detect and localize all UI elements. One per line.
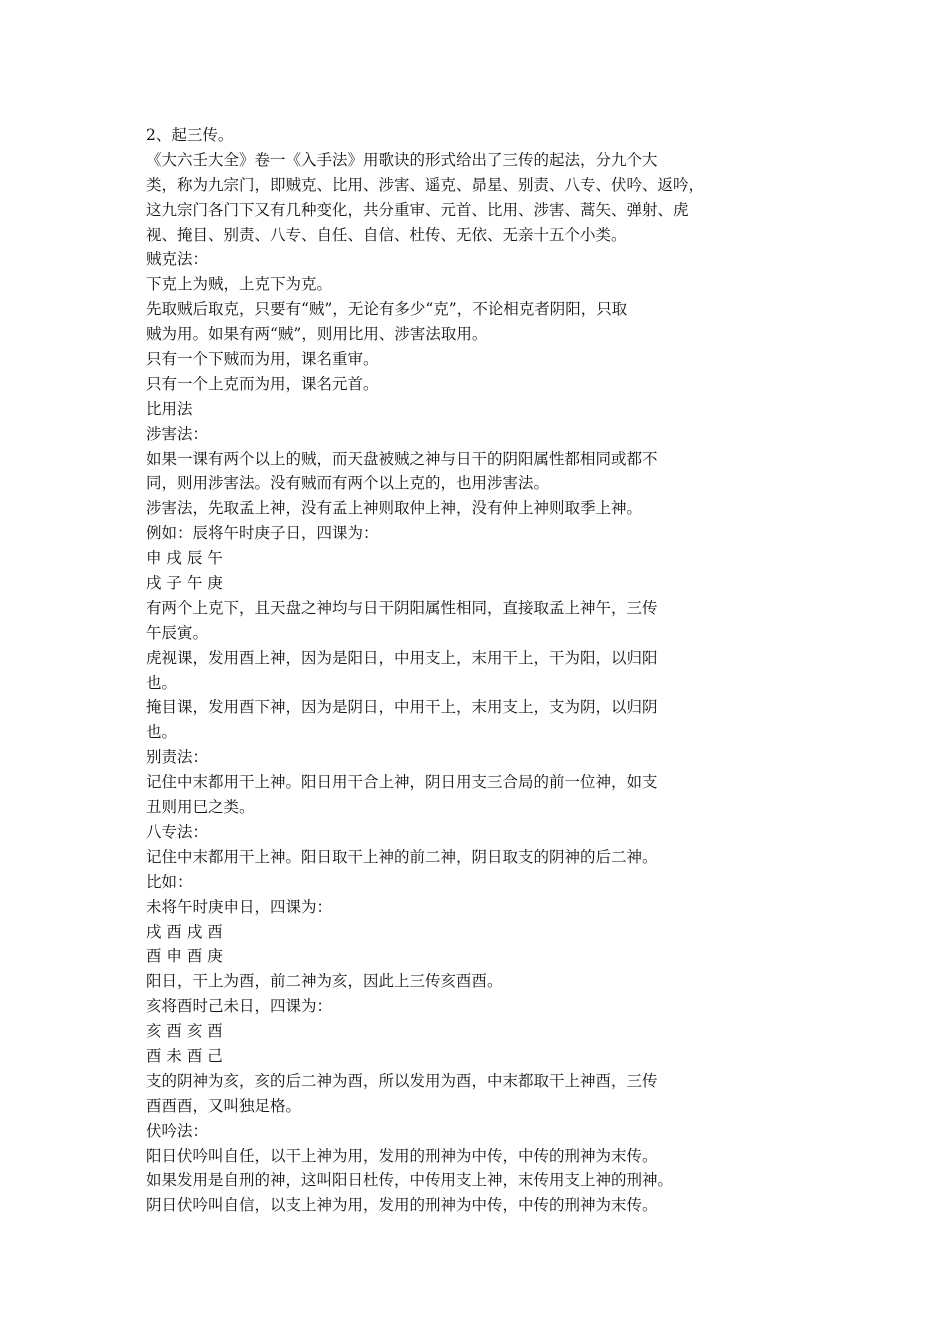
section-heading: 八专法： [146, 822, 209, 841]
text-line: 亥将酉时己未日，四课为： [146, 997, 333, 1016]
text-line: 类，称为九宗门，即贼克、比用、涉害、遥克、昴星、别责、八专、伏吟、返吟， [146, 175, 705, 194]
section-heading: 比用法 [146, 399, 193, 418]
text-line: 记住中末都用干上神。阳日用干合上神，阴日用支三合局的前一位神，如支 [146, 773, 658, 792]
text-line: 如果发用是自刑的神，这叫阳日杜传，中传用支上神，末传用支上神的刑神。 [146, 1171, 674, 1190]
text-line: 戌 酉 戌 酉 [146, 922, 223, 941]
text-line: 亥 酉 亥 酉 [146, 1022, 223, 1041]
text-line: 酉酉酉，又叫独足格。 [146, 1096, 302, 1115]
section-heading: 伏吟法： [146, 1121, 209, 1140]
text-line: 涉害法，先取孟上神，没有孟上神则取仲上神，没有仲上神则取季上神。 [146, 499, 643, 518]
text-line: 也。 [146, 673, 178, 692]
text-line: 有两个上克下，且天盘之神均与日干阴阳属性相同，直接取孟上神午，三传 [146, 598, 658, 617]
section-heading: 别责法： [146, 748, 209, 767]
text-line: 阴日伏吟叫自信，以支上神为用，发用的刑神为中传，中传的刑神为末传。 [146, 1196, 658, 1215]
text-line: 也。 [146, 723, 178, 742]
text-line: 视、掩目、别责、八专、自任、自信、杜传、无依、无亲十五个小类。 [146, 225, 627, 244]
text-line: 丑则用巳之类。 [146, 798, 255, 817]
text-line: 只有一个上克而为用，课名元首。 [146, 374, 379, 393]
text-line: 贼为用。如果有两“贼”，则用比用、涉害法取用。 [146, 325, 488, 344]
text-line: 酉 申 酉 庚 [146, 947, 223, 966]
document-body [146, 123, 746, 1218]
text-line: 2、起三传。 [146, 126, 234, 144]
text-line: 午辰寅。 [146, 623, 209, 642]
text-line: 例如：辰将午时庚子日，四课为： [146, 524, 379, 543]
text-line: 同，则用涉害法。没有贼而有两个以上克的，也用涉害法。 [146, 474, 550, 493]
text-line: 先取贼后取克，只要有“贼”，无论有多少“克”，不论相克者阴阳，只取 [146, 300, 628, 319]
section-heading: 贼克法： [146, 250, 209, 269]
text-line: 未将午时庚申日，四课为： [146, 897, 333, 916]
text-line: 支的阴神为亥，亥的后二神为酉，所以发用为酉，中末都取干上神酉，三传 [146, 1071, 658, 1090]
text-line: 虎视课，发用酉上神，因为是阳日，中用支上，末用干上，干为阳，以归阳 [146, 648, 658, 667]
text-line: 比如： [146, 872, 193, 891]
text-line: 《大六壬大全》卷一《入手法》用歌诀的形式给出了三传的起法，分九个大 [146, 150, 658, 169]
text-line: 只有一个下贼而为用，课名重审。 [146, 350, 379, 369]
text-line: 记住中末都用干上神。阳日取干上神的前二神，阴日取支的阴神的后二神。 [146, 847, 658, 866]
text-line: 掩目课，发用酉下神，因为是阴日，中用干上，末用支上，支为阴，以归阴 [146, 698, 658, 717]
text-line: 如果一课有两个以上的贼，而天盘被贼之神与日干的阴阳属性都相同或都不 [146, 449, 658, 468]
text-line: 阳日伏吟叫自任，以干上神为用，发用的刑神为中传，中传的刑神为末传。 [146, 1146, 658, 1165]
text-line: 酉 未 酉 己 [146, 1046, 223, 1065]
section-heading: 涉害法： [146, 424, 209, 443]
text-line: 申 戌 辰 午 [146, 549, 223, 568]
text-line: 这九宗门各门下又有几种变化，共分重审、元首、比用、涉害、蒿矢、弹射、虎 [146, 200, 689, 219]
text-line: 阳日，干上为酉，前二神为亥，因此上三传亥酉酉。 [146, 972, 503, 991]
text-line: 戌 子 午 庚 [146, 574, 223, 593]
text-line: 下克上为贼，上克下为克。 [146, 275, 333, 294]
